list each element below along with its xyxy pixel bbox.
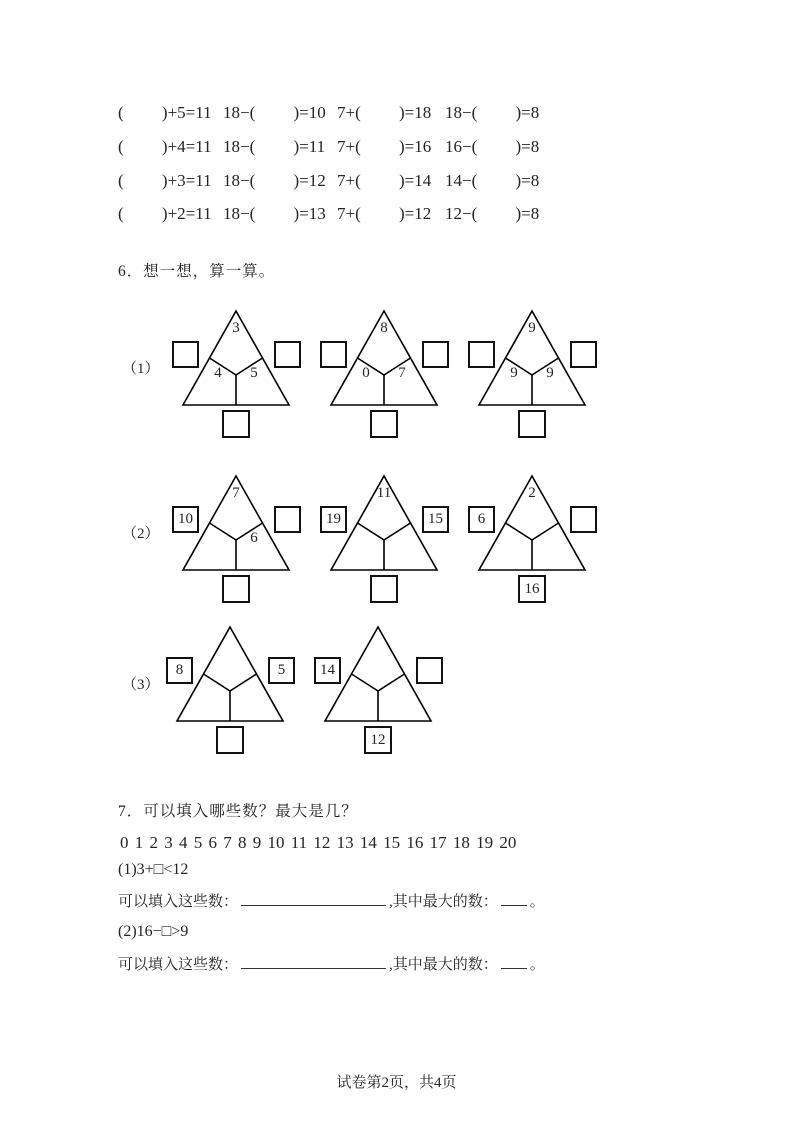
answer-box-right (570, 506, 597, 533)
answer-prompt: 可以填入这些数： (118, 957, 239, 973)
answer-blank-max (501, 953, 527, 969)
triangle-top-number: 3 (232, 320, 240, 336)
answer-box-left: 10 (172, 506, 199, 533)
row-label: （3） (122, 677, 160, 693)
answer-box-bottom (222, 410, 250, 438)
triangle-row-3 (0, 625, 793, 757)
triangle-unit (310, 474, 458, 604)
equation: 7+( )=16 (337, 137, 432, 156)
answer-box-right (416, 657, 443, 684)
triangle-top-number: 9 (528, 320, 536, 336)
answer-box-right (274, 506, 301, 533)
triangle-row-1 (0, 309, 793, 441)
triangle-bottom-left-number: 9 (510, 365, 518, 381)
answer-box-bottom: 16 (518, 575, 546, 603)
answer-box-bottom (518, 410, 546, 438)
triangle-unit (458, 474, 606, 604)
answer-box-bottom (222, 575, 250, 603)
triangle-top-number: 8 (380, 320, 388, 336)
inequality-expression-1: (1)3+□<12 (118, 861, 189, 878)
question-6-heading: 6．想一想，算一算。 (118, 263, 276, 280)
answer-box-left: 6 (468, 506, 495, 533)
answer-box-bottom (216, 726, 244, 754)
triangle-unit (162, 309, 310, 439)
triangle-unit (304, 625, 452, 755)
answer-box-right: 5 (268, 657, 295, 684)
answer-suffix: ,其中最大的数： (389, 957, 498, 973)
triangle-top-number: 7 (232, 485, 240, 501)
answer-box-left (320, 341, 347, 368)
answer-blank-numbers (241, 953, 386, 969)
answer-box-right: 15 (422, 506, 449, 533)
answer-box-right (570, 341, 597, 368)
answer-box-left: 19 (320, 506, 347, 533)
triangle-row-2 (0, 474, 793, 606)
equation: ( )+3=11 (118, 171, 212, 190)
answer-blank-max (501, 890, 527, 906)
answer-blank-numbers (241, 890, 386, 906)
triangle-top-number: 2 (528, 485, 536, 501)
triangle-unit (310, 309, 458, 439)
sentence-period: 。 (529, 957, 545, 973)
triangle-bottom-right-number: 5 (250, 365, 258, 381)
equation: 7+( )=18 (337, 103, 432, 122)
inequality-expression-2: (2)16−□>9 (118, 923, 189, 940)
equation: ( )+4=11 (118, 137, 212, 156)
answer-box-left: 8 (166, 657, 193, 684)
answer-box-left (172, 341, 199, 368)
triangle-bottom-right-number: 9 (546, 365, 554, 381)
equation: 16−( )=8 (445, 137, 540, 156)
equation: 18−( )=8 (445, 103, 540, 122)
answer-line-2 (118, 953, 545, 974)
equation: 7+( )=12 (337, 204, 432, 223)
equation: 7+( )=14 (337, 171, 432, 190)
triangle-unit (156, 625, 304, 755)
triangle-unit (162, 474, 310, 604)
equation: 18−( )=11 (223, 137, 326, 156)
answer-box-bottom (370, 575, 398, 603)
equation: 18−( )=10 (223, 103, 326, 122)
triangle-bottom-left-number: 0 (362, 365, 370, 381)
triangle-unit (458, 309, 606, 439)
triangle-bottom-left-number: 4 (214, 365, 222, 381)
triangle-bottom-right-number: 7 (398, 365, 406, 381)
answer-box-right (422, 341, 449, 368)
answer-box-bottom (370, 410, 398, 438)
row-label: （2） (122, 526, 160, 542)
answer-box-bottom: 12 (364, 726, 392, 754)
row-label: （1） (122, 361, 160, 377)
triangle-top-number: 11 (376, 485, 392, 501)
question-7-heading: 7．可以填入哪些数？最大是几？ (118, 803, 358, 820)
equation: ( )+2=11 (118, 204, 212, 223)
page-footer: 试卷第2页，共4页 (336, 1075, 457, 1091)
answer-prompt: 可以填入这些数： (118, 894, 239, 910)
equation: 12−( )=8 (445, 204, 540, 223)
number-line: 0 1 2 3 4 5 6 7 8 9 10 11 12 13 14 15 16 17 18 19 20 (120, 833, 517, 852)
equation: 18−( )=13 (223, 204, 326, 223)
equation: 18−( )=12 (223, 171, 326, 190)
triangle-bottom-right-number: 6 (250, 530, 258, 546)
equation: 14−( )=8 (445, 171, 540, 190)
answer-suffix: ,其中最大的数： (389, 894, 498, 910)
answer-box-left (468, 341, 495, 368)
equation: ( )+5=11 (118, 103, 212, 122)
answer-box-left: 14 (314, 657, 341, 684)
answer-box-right (274, 341, 301, 368)
answer-line-1 (118, 890, 545, 911)
sentence-period: 。 (529, 894, 545, 910)
